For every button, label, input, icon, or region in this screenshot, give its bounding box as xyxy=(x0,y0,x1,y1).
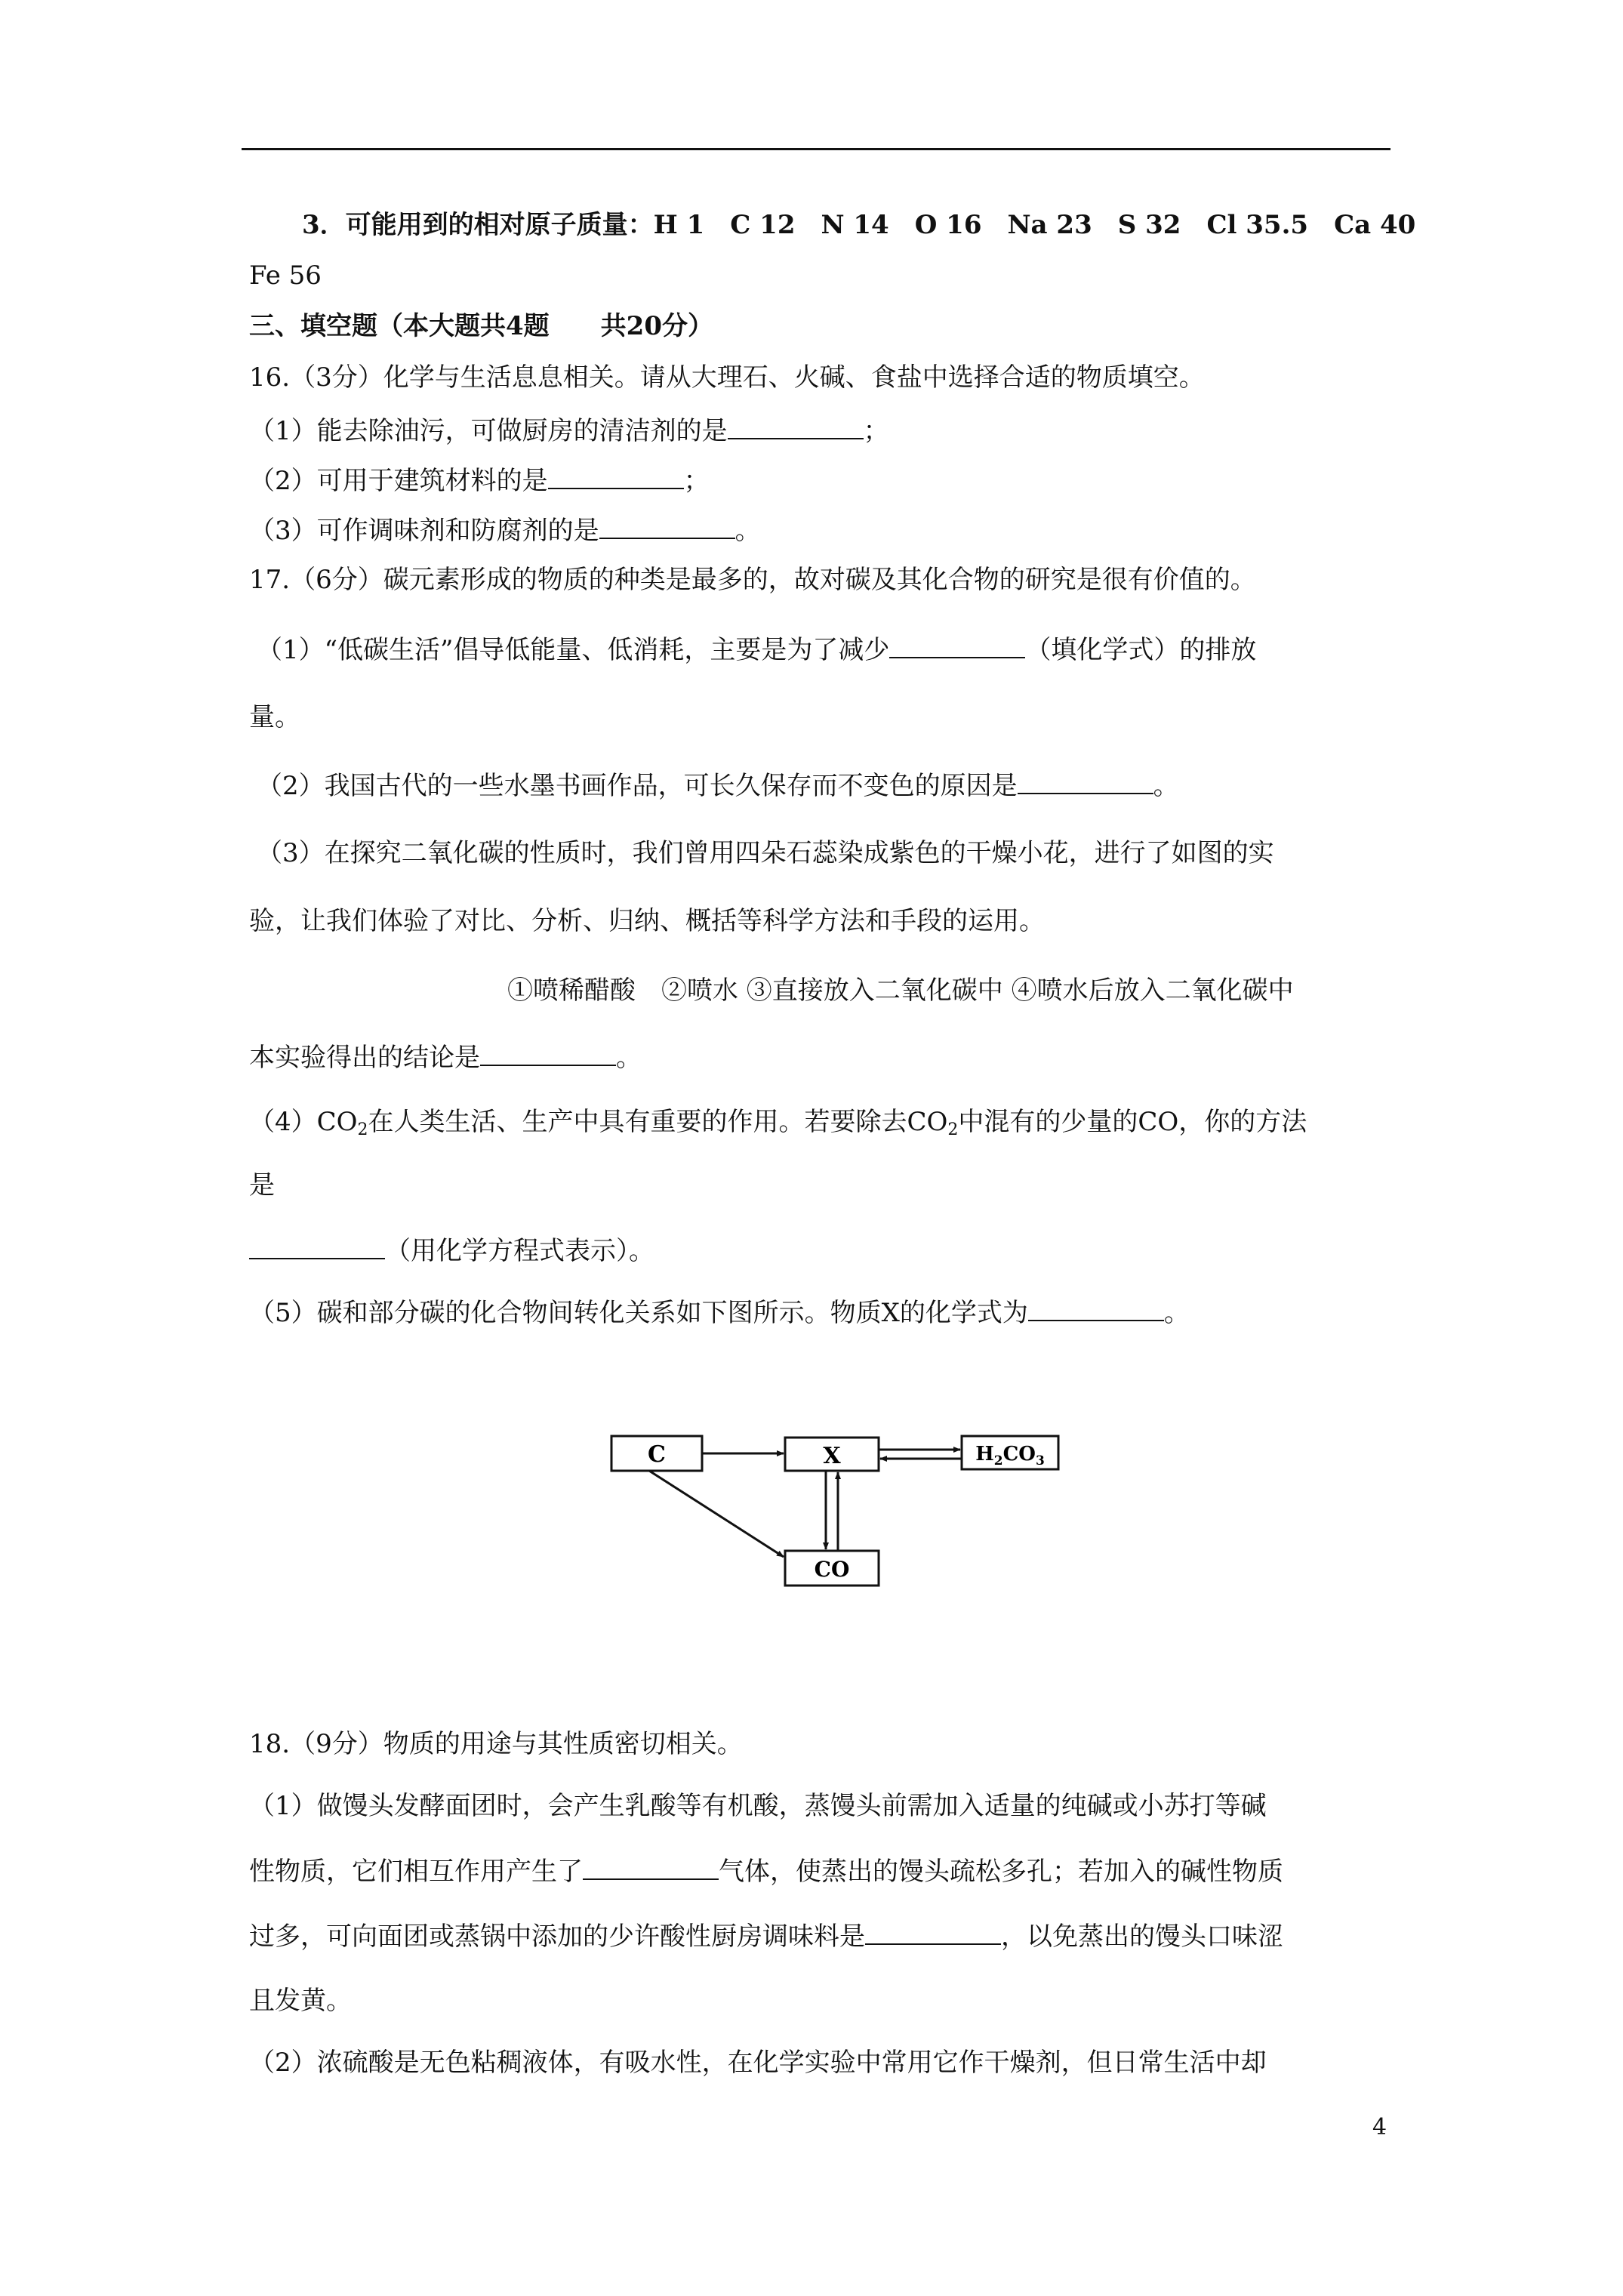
q17-part4: $(4)CO_2$在人类生活、生产中具有重要的作用。若要除去$CO_2$中混有的少量的CO，你的方法 xyxy=(249,1107,1307,1139)
q18-part2: （2）浓硫酸是无色粘稠液体，有吸水性，在化学实验中常用它作干燥剂，但日常生活中却 xyxy=(249,2048,1267,2078)
q17-stem: 17.（6分）碳元素形成的物质的种类是最多的，故对碳及其化合物的研究是很有价值的。 xyxy=(249,565,1256,595)
q18-part1-line3: 过多，可向面团或蒸锅中添加的少许酸性厨房调味料是 ，以免蒸出的馒头口味涩 xyxy=(249,1922,1283,1952)
q17-experiments: ①喷稀醋酸 ②喷水 ③直接放入二氧化碳中 ④喷水后放入二氧化碳中 xyxy=(507,975,1294,1006)
q17-part1-cont: 量。 xyxy=(249,702,300,732)
node-co-label: CO xyxy=(814,1557,850,1582)
arrow-c-to-co xyxy=(649,1471,784,1557)
answer-blank[interactable] xyxy=(889,634,1025,658)
q17-part3-cont: 验，让我们体验了对比、分析、归纳、概括等科学方法和手段的运用。 xyxy=(249,906,1045,936)
q17-part3: （3）在探究二氧化碳的性质时，我们曾用四朵石蕊染成紫色的干燥小花，进行了如图的实 xyxy=(257,838,1274,868)
node-c-label: C xyxy=(648,1441,666,1468)
q16-stem: 16.（3分）化学与生活息息相关。请从大理石、火碱、食盐中选择合适的物质填空。 xyxy=(249,362,1205,393)
atomic-mass-note: 3．可能用到的相对原子质量：H 1 C 12 N 14 O 16 Na 23 S 32 Cl 35.5 Ca 40 xyxy=(302,210,1416,240)
header-rule xyxy=(242,148,1390,150)
answer-blank[interactable] xyxy=(1028,1297,1164,1321)
answer-blank[interactable] xyxy=(728,415,864,439)
q18-part1-line2: 性物质，它们相互作用产生了 气体，使蒸出的馒头疏松多孔；若加入的碱性物质 xyxy=(249,1857,1283,1887)
node-x-label: X xyxy=(823,1443,841,1469)
answer-blank[interactable] xyxy=(548,465,684,489)
q18-stem: 18.（9分）物质的用途与其性质密切相关。 xyxy=(249,1729,743,1759)
q16-part2: （2）可用于建筑材料的是 ； xyxy=(249,466,710,496)
node-acid-label: $H_2CO_3$ xyxy=(975,1443,1045,1469)
q18-part1: （1）做馒头发酵面团时，会产生乳酸等有机酸，蒸馒头前需加入适量的纯碱或小苏打等碱 xyxy=(249,1791,1267,1821)
answer-blank[interactable] xyxy=(249,1235,385,1259)
answer-blank[interactable] xyxy=(480,1042,616,1066)
answer-blank[interactable] xyxy=(1018,770,1153,794)
answer-blank[interactable] xyxy=(583,1856,719,1880)
atomic-mass-note-cont: Fe 56 xyxy=(249,260,322,291)
q17-part2: （2）我国古代的一些水墨书画作品，可长久保存而不变色的原因是 。 xyxy=(257,771,1179,801)
section-title: 三、填空题（本大题共4题 共20分） xyxy=(249,311,713,341)
page-number: 4 xyxy=(1372,2114,1387,2140)
q17-part1: （1）“低碳生活”倡导低能量、低消耗，主要是为了减少 （填化学式）的排放 xyxy=(257,635,1257,665)
q17-conclusion: 本实验得出的结论是 。 xyxy=(249,1043,642,1073)
answer-blank[interactable] xyxy=(599,515,735,539)
q18-part1-line4: 且发黄。 xyxy=(249,1986,352,2016)
answer-blank[interactable] xyxy=(865,1921,1001,1945)
carbon-conversion-diagram xyxy=(604,1419,1072,1601)
q17-part5: （5）碳和部分碳的化合物间转化关系如下图所示。物质X的化学式为 。 xyxy=(249,1298,1190,1328)
q16-part3: （3）可作调味剂和防腐剂的是 。 xyxy=(249,516,761,546)
q16-part1: （1）能去除油污，可做厨房的清洁剂的是 ； xyxy=(249,416,889,446)
q17-part4-cont: 是 xyxy=(249,1170,275,1200)
q17-part4-answer: （用化学方程式表示）。 xyxy=(249,1235,654,1267)
